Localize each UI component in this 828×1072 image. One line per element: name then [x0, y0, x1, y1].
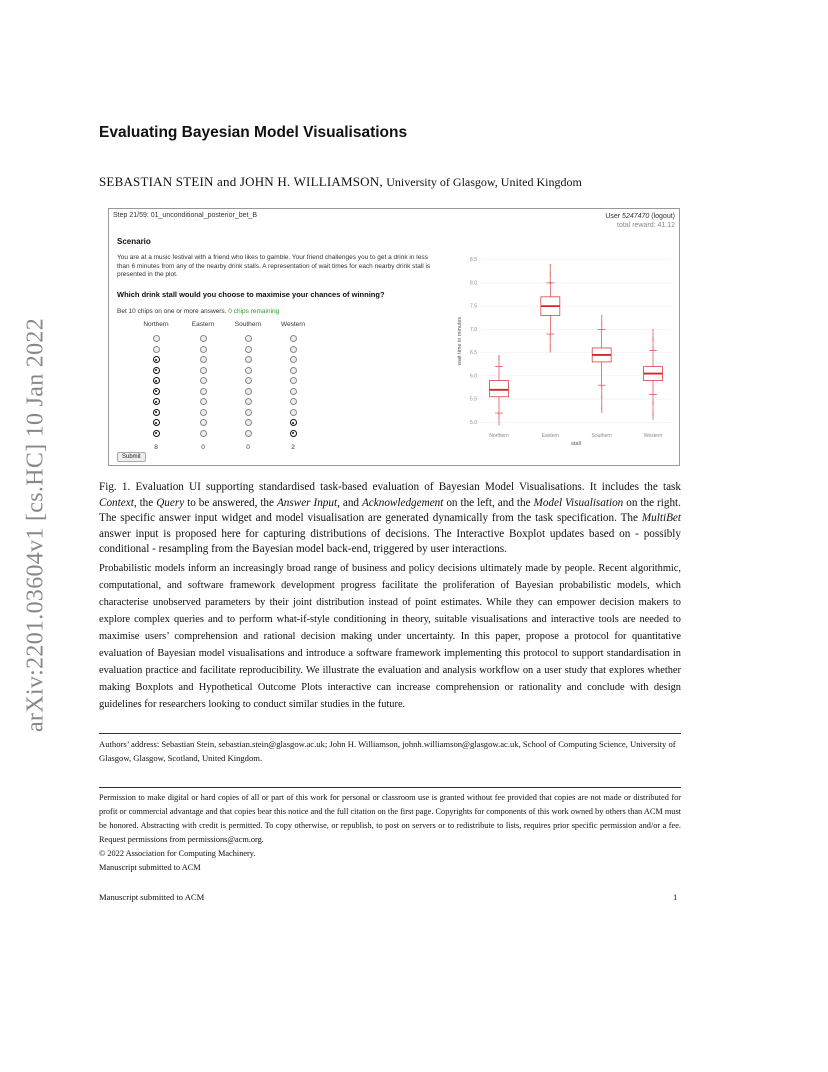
caption-multibet: MultiBet: [641, 512, 681, 524]
divider: [99, 733, 681, 734]
scenario-heading: Scenario: [117, 237, 151, 246]
total-reward: total reward: 41.12: [617, 222, 675, 229]
y-tick-label: 5.5: [470, 396, 477, 403]
y-tick-label: 5.0: [470, 419, 477, 426]
author-names: SEBASTIAN STEIN and JOHN H. WILLIAMSON,: [99, 174, 383, 189]
chip-radio-western[interactable]: [290, 346, 297, 353]
y-tick-label: 8.5: [470, 257, 477, 264]
x-tick-label: Southern: [591, 433, 612, 439]
chip-radio-southern[interactable]: [245, 356, 252, 363]
chip-radio-eastern[interactable]: [200, 377, 207, 384]
chip-radio-eastern[interactable]: [200, 346, 207, 353]
chip-radio-western[interactable]: [290, 409, 297, 416]
chip-radio-northern[interactable]: [153, 377, 160, 384]
chips-remaining: 0 chips remaining: [228, 308, 280, 315]
chip-radio-eastern[interactable]: [200, 367, 207, 374]
x-tick-label: Western: [643, 433, 663, 439]
chip-radio-western[interactable]: [290, 430, 297, 437]
chip-radio-eastern[interactable]: [200, 419, 207, 426]
chip-radio-southern[interactable]: [245, 409, 252, 416]
chip-radio-eastern[interactable]: [200, 398, 207, 405]
permission-text: Permission to make digital or hard copies of all or part of this work for personal or classroom use is granted without fee provided that copies are not made or distributed for profit or commercial advantage and that copies bear this notice and the full citation on the first page. Copyrights for components of this work owned by others than ACM must be honored. Abstracting with credit is permitted. To copy otherwise, or republish, to post on servers or to redistribute to lists, requires prior specific permission and/or a fee. Request permissions from permissions@acm.org.: [99, 793, 681, 844]
abstract: Probabilistic models inform an increasingly broad range of business and policy decisions ultimately made by people. Recent algorithmic, computational, and software framework development progress facilitate the proliferation of Bayesian probabilistic models, which characterise unobserved parameters by their joint distribution instead of point estimates. While they can empower decision makers to explore complex queries and to perform what-if-style conditioning in theory, suitable visualisations and interactive tools are needed to maximise users’ comprehension and rational decision making under uncertainty. In this paper, propose a protocol for quantitative evaluation of Bayesian model visualisations and introduce a software framework implementing this protocol to support standardisation in evaluation practice and facilitate reproducibility. We illustrate the evaluation and analysis workflow on a user study that explores whether making Boxplots and Hypothetical Outcome Plots interactive can increase comprehension or rationality and conclude with design guidelines for researchers looking to conduct similar studies in the future.: [99, 563, 681, 710]
x-tick-label: Northern: [489, 433, 509, 439]
user-prefix: User: [605, 213, 623, 220]
manuscript-note: Manuscript submitted to ACM: [99, 863, 201, 872]
chip-radio-southern[interactable]: [245, 335, 252, 342]
chip-radio-northern[interactable]: [153, 430, 160, 437]
arxiv-stamp-text: arXiv:2201.03604v1 [cs.HC] 10 Jan 2022: [22, 317, 49, 733]
permission-block: [99, 791, 681, 875]
chip-radio-southern[interactable]: [245, 377, 252, 384]
y-tick-label: 7.5: [470, 303, 477, 310]
chip-radio-southern[interactable]: [245, 388, 252, 395]
chip-radio-western[interactable]: [290, 419, 297, 426]
column-header-northern: Northern: [143, 321, 169, 328]
column-header-eastern: Eastern: [191, 321, 215, 328]
chip-radio-southern[interactable]: [245, 419, 252, 426]
boxplot-chart[interactable]: [449, 249, 675, 463]
chip-radio-northern[interactable]: [153, 388, 160, 395]
logout-link[interactable]: (logout): [649, 213, 675, 220]
chip-count-western: 2: [291, 444, 295, 451]
authors-address: Authors’ address: Sebastian Stein, sebastian.stein@glasgow.ac.uk; John H. Williamson, johnh.williamson@glasgow.ac.uk, School of Computing Science, University of Glasgow, Glasgow, Scotland, United Kingdom.: [99, 739, 676, 763]
caption-model-vis: Model Visualisation: [533, 496, 624, 509]
footer-left: Manuscript submitted to ACM: [99, 892, 205, 902]
y-tick-label: 8.0: [470, 280, 477, 287]
author-affiliation: University of Glasgow, United Kingdom: [386, 175, 582, 189]
chip-radio-eastern[interactable]: [200, 356, 207, 363]
page-number: 1: [673, 892, 678, 902]
scenario-text: You are at a music festival with a friend who likes to gamble. Your friend challenges you to get a drink in less than 6 minutes from any of the nearby drink stalls. A representation of wait times for each nearby drink stall is presented in the plot.: [117, 254, 431, 278]
chip-radio-western[interactable]: [290, 335, 297, 342]
chip-radio-western[interactable]: [290, 367, 297, 374]
chip-radio-eastern[interactable]: [200, 335, 207, 342]
paper-title: Evaluating Bayesian Model Visualisations: [99, 124, 408, 141]
caption-text: on the right. The specific answer input widget and model visualisation are generated dynamically from the task specification. The: [99, 496, 681, 524]
figure-caption: [99, 480, 681, 558]
author-line: [99, 174, 582, 190]
chip-radio-eastern[interactable]: [200, 430, 207, 437]
x-tick-label: Eastern: [541, 433, 559, 439]
y-tick-label: 6.0: [470, 373, 477, 380]
chip-radio-northern[interactable]: [153, 398, 160, 405]
box-northern: [490, 381, 509, 397]
chip-radio-western[interactable]: [290, 388, 297, 395]
chip-radio-northern[interactable]: [153, 409, 160, 416]
chip-radio-southern[interactable]: [245, 346, 252, 353]
caption-ack: Acknowledgement: [361, 496, 444, 509]
user-info: [605, 212, 675, 230]
chip-radio-western[interactable]: [290, 377, 297, 384]
bet-text: Bet 10 chips on one or more answers.: [117, 308, 227, 315]
chip-radio-northern[interactable]: [153, 335, 160, 342]
divider: [99, 787, 681, 788]
caption-text: , the: [133, 496, 157, 509]
arxiv-stamp: [18, 290, 54, 760]
y-tick-label: 7.0: [470, 326, 477, 333]
chip-radio-northern[interactable]: [153, 346, 160, 353]
submit-button[interactable]: Submit: [117, 452, 146, 462]
column-header-southern: Southern: [234, 321, 262, 328]
step-label: Step 21/59: 01_unconditional_posterior_bet_B: [113, 212, 257, 219]
chip-radio-eastern[interactable]: [200, 409, 207, 416]
chip-radio-southern[interactable]: [245, 430, 252, 437]
chip-radio-northern[interactable]: [153, 367, 160, 374]
chip-radio-western[interactable]: [290, 356, 297, 363]
caption-label: Fig. 1.: [99, 481, 131, 493]
chip-count-eastern: 0: [201, 444, 205, 451]
bet-instructions: [117, 308, 279, 315]
caption-text: , and: [337, 496, 362, 509]
chip-radio-eastern[interactable]: [200, 388, 207, 395]
x-axis-label: stall: [571, 441, 581, 447]
caption-text: to be answered, the: [184, 496, 277, 509]
user-id: 5247470: [622, 213, 650, 220]
y-axis-label: wait time in minutes: [457, 316, 463, 366]
query-text: Which drink stall would you choose to maximise your chances of winning?: [117, 290, 385, 299]
chip-radio-northern[interactable]: [153, 419, 160, 426]
caption-query: Query: [156, 496, 185, 509]
caption-answer-input: Answer Input: [276, 496, 338, 509]
chip-radio-northern[interactable]: [153, 356, 160, 363]
caption-context: Context: [99, 496, 134, 509]
chip-radio-western[interactable]: [290, 398, 297, 405]
copyright-line: © 2022 Association for Computing Machinery.: [99, 849, 256, 858]
chip-radio-southern[interactable]: [245, 367, 252, 374]
caption-text: answer input is proposed here for capturing distributions of decisions. The Interactive Boxplot updates based on - possibly conditional - resampling from the Bayesian model back-end, triggered by user interactions.: [99, 527, 681, 555]
chip-radio-southern[interactable]: [245, 398, 252, 405]
column-header-western: Western: [280, 321, 306, 328]
chip-count-northern: 8: [154, 444, 158, 451]
caption-text: Evaluation UI supporting standardised task-based evaluation of Bayesian Model Visualisations. It includes the task: [130, 481, 681, 493]
chip-count-southern: 0: [246, 444, 250, 451]
figure-evaluation-ui: [108, 208, 680, 466]
caption-text: on the left, and the: [443, 496, 534, 509]
y-tick-label: 6.5: [470, 350, 477, 357]
